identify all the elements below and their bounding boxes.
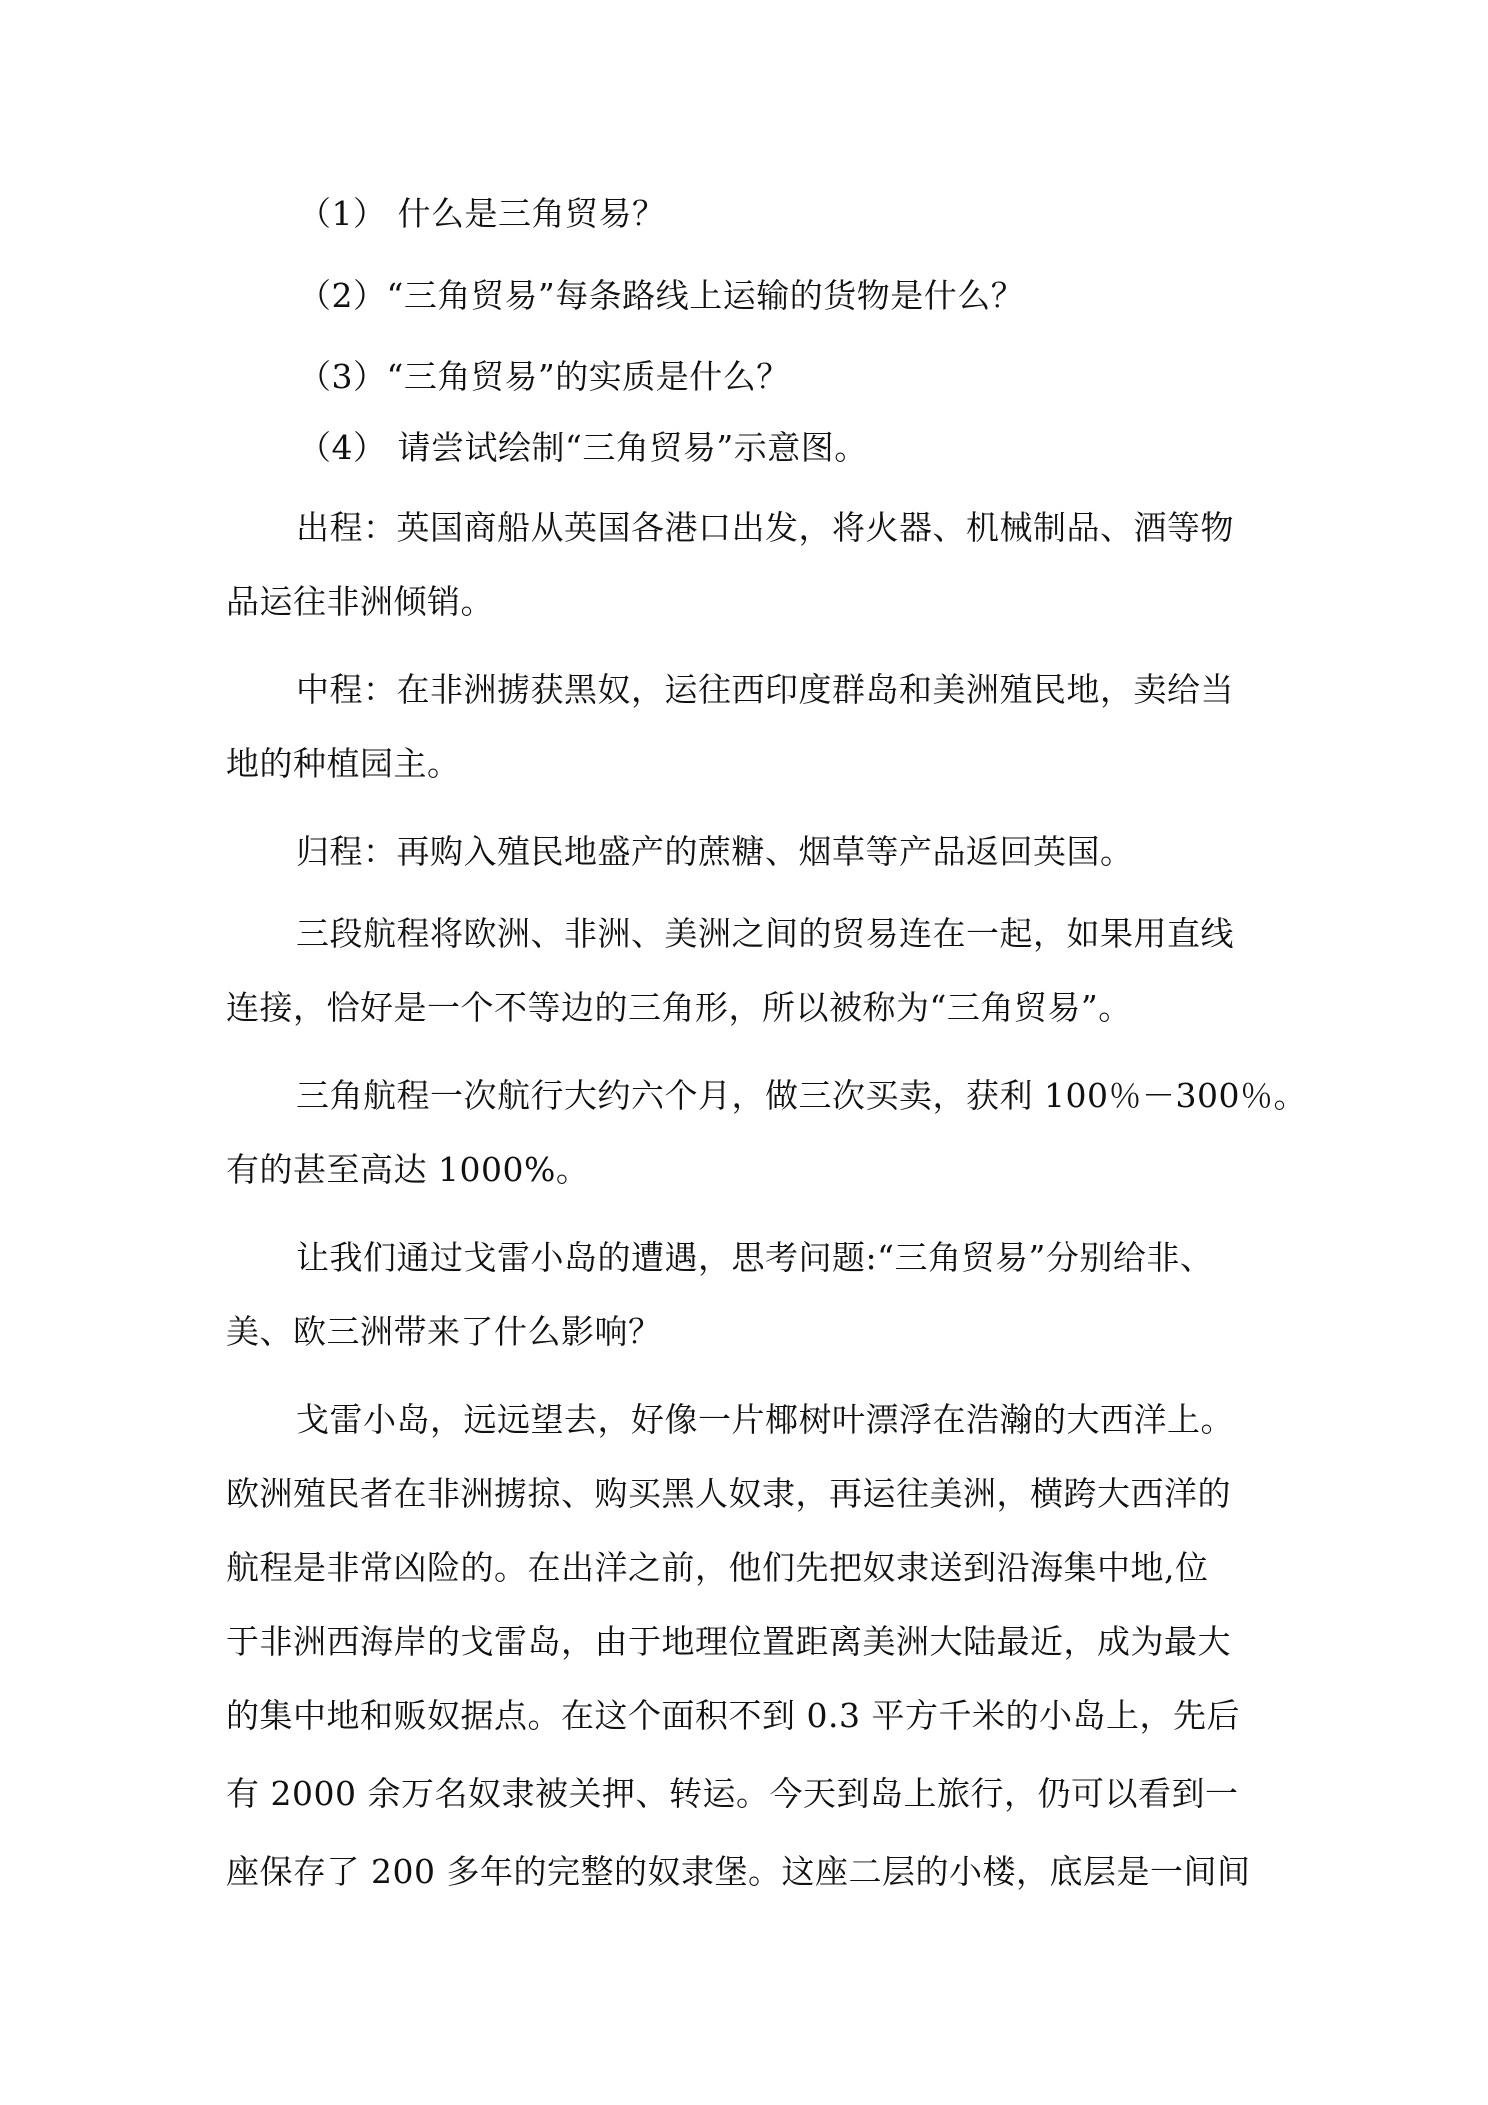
goree-paragraph-line-4: 于非洲西海岸的戈雷岛，由于地理位置距离美洲大陆最近，成为最大 xyxy=(226,1622,1231,1661)
question-paragraph-line-1: 让我们通过戈雷小岛的遭遇，思考问题:“三角贸易”分别给非、 xyxy=(296,1238,1214,1277)
return-paragraph: 归程：再购入殖民地盛产的蔗糖、烟草等产品返回英国。 xyxy=(296,832,1134,871)
goree-paragraph-line-1: 戈雷小岛，远远望去，好像一片椰树叶漂浮在浩瀚的大西洋上。 xyxy=(296,1400,1234,1439)
question-4: （4） 请尝试绘制“三角贸易”示意图。 xyxy=(298,428,868,467)
profit-paragraph-line-2: 有的甚至高达 1000%。 xyxy=(226,1150,590,1189)
goree-paragraph-line-7: 座保存了 200 多年的完整的奴隶堡。这座二层的小楼，底层是一间间 xyxy=(226,1852,1251,1891)
triangle-explanation-line-2: 连接，恰好是一个不等边的三角形，所以被称为“三角贸易”。 xyxy=(226,988,1132,1027)
outbound-paragraph-line-1: 出程：英国商船从英国各港口出发，将火器、机械制品、酒等物 xyxy=(296,508,1234,547)
profit-paragraph-line-1: 三角航程一次航行大约六个月，做三次买卖，获利 100％－300％。 xyxy=(296,1076,1307,1115)
goree-paragraph-line-5: 的集中地和贩奴据点。在这个面积不到 0.3 平方千米的小岛上，先后 xyxy=(226,1696,1240,1735)
goree-paragraph-line-6: 有 2000 余万名奴隶被关押、转运。今天到岛上旅行，仍可以看到一 xyxy=(226,1774,1239,1813)
question-1: （1） 什么是三角贸易？ xyxy=(298,194,666,233)
question-3: （3）“三角贸易”的实质是什么？ xyxy=(298,357,790,396)
question-paragraph-line-2: 美、欧三洲带来了什么影响？ xyxy=(226,1312,662,1351)
middle-passage-paragraph-line-1: 中程：在非洲掳获黑奴，运往西印度群岛和美洲殖民地，卖给当 xyxy=(296,670,1234,709)
question-2: （2）“三角贸易”每条路线上运输的货物是什么？ xyxy=(298,276,1025,315)
middle-passage-paragraph-line-2: 地的种植园主。 xyxy=(226,744,461,783)
goree-paragraph-line-2: 欧洲殖民者在非洲掳掠、购买黑人奴隶，再运往美洲，横跨大西洋的 xyxy=(226,1474,1231,1513)
outbound-paragraph-line-2: 品运往非洲倾销。 xyxy=(226,582,494,621)
triangle-explanation-line-1: 三段航程将欧洲、非洲、美洲之间的贸易连在一起，如果用直线 xyxy=(296,914,1234,953)
goree-paragraph-line-3: 航程是非常凶险的。在出洋之前，他们先把奴隶送到沿海集中地,位 xyxy=(226,1548,1209,1587)
